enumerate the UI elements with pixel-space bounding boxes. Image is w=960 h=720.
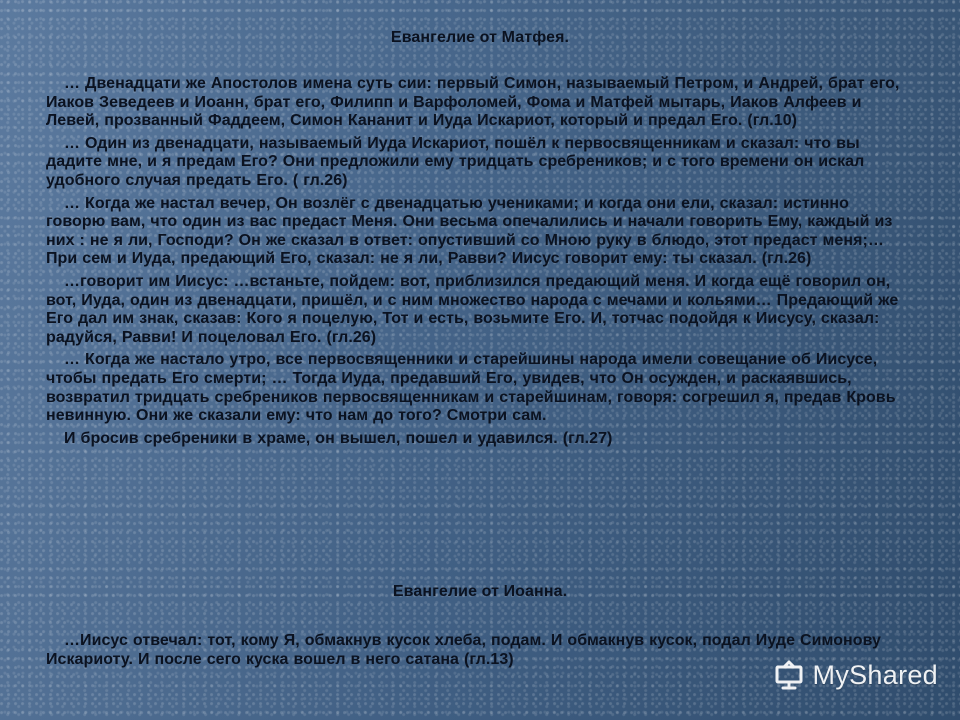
presentation-icon xyxy=(772,658,806,692)
gospel-john-title: Евангелие от Иоанна. xyxy=(392,583,568,600)
myshared-watermark xyxy=(772,658,938,692)
watermark-text: MyShared xyxy=(812,660,938,690)
gospel-matthew-title: Евангелие от Матфея. xyxy=(390,29,570,46)
paragraph: …говорит им Иисус: …встаньте, пойдем: вот, приблизился предающий меня. И когда ещё говорил он, вот, Иуда, один из двенадцати, пришёл, и с ним множество народа с мечами и кольями… Предающий же Его дал им знак, сказав: Кого я поцелую, Тот и есть, возьмите Его. И, тотчас подойдя к Иисусу, сказал: радуйся, Равви! И поцеловал Его. (гл.26) xyxy=(46,272,899,346)
paragraph: …Иисус отвечал: тот, кому Я, обмакнув кусок хлеба, подам. И обмакнув кусок, подал Иуде Симонову Искариоту. И после сего куска вошел в него сатана (гл.13) xyxy=(46,632,881,668)
paragraph: … Двенадцати же Апостолов имена суть сии: первый Симон, называемый Петром, и Андрей, брат его, Иаков Зеведеев и Иоанн, брат его, Филипп и Варфоломей, Фома и Матфей мытарь, Иаков Алфеев и Левей, прозванный Фаддеем, Симон Кананит и Иуда Искариот, который и предал Его. (гл.10) xyxy=(46,75,900,130)
matthew-text-block xyxy=(46,75,906,448)
paragraph: И бросив сребреники в храме, он вышел, пошел и удавился. (гл.27) xyxy=(64,429,613,447)
paragraph: … Когда же настало утро, все первосвященники и старейшины народа имели совещание об Иисусе, чтобы предать Его смерти; … Тогда Иуда, предавший Его, увидев, что Он осужден, и раскаявшись, возвратил тридцать сребреников первосвященникам и старейшинам, говоря: согрешил я, предав Кровь невинную. Они же сказали ему: что нам до того? Смотри сам. xyxy=(46,351,896,425)
paragraph: … Один из двенадцати, называемый Иуда Искариот, пошёл к первосвященникам и сказал: что вы дадите мне, и я предам Его? Они предложили ему тридцать сребреников; и с того времени он искал удобного случая предать Его. ( гл.26) xyxy=(46,134,865,189)
paragraph: … Когда же настал вечер, Он возлёг с двенадцатью учениками; и когда они ели, сказал: истинно говорю вам, что один из вас предаст Меня. Они весьма опечалились и начали говорить Ему, каждый из них : не я ли, Господи? Он же сказал в ответ: опустивший со Мною руку в блюдо, этот предаст меня;… При сем и Иуда, предающий Его, сказал: не я ли, Равви? Иисус говорит ему: ты сказал. (гл.26) xyxy=(46,194,893,268)
